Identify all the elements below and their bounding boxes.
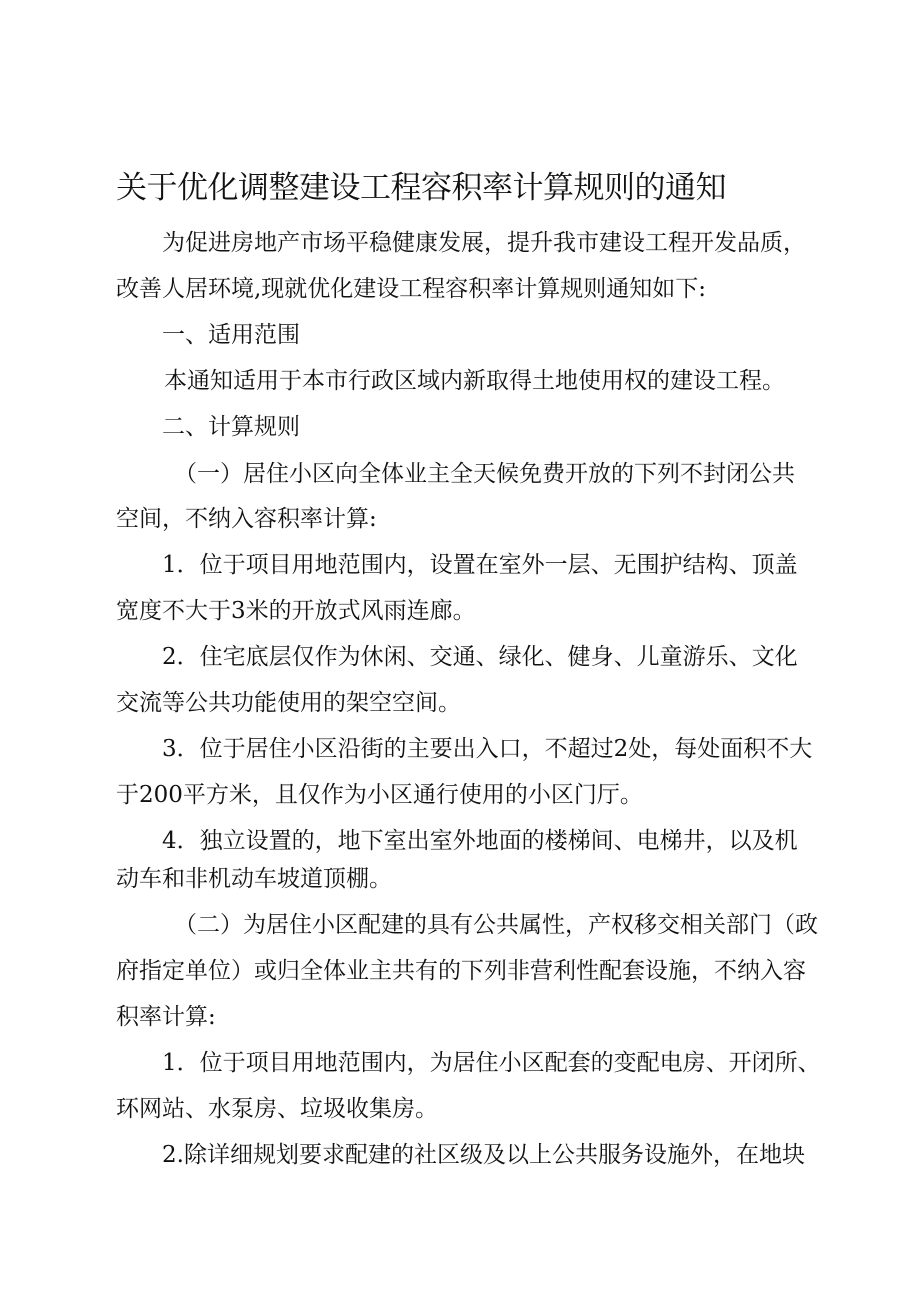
part-1-intro-line-2: 空间，不纳入容积率计算: — [116, 506, 377, 532]
part-1-item-1-line-1: 1．位于项目用地范围内，设置在室外一层、无围护结构、顶盖 — [162, 552, 798, 578]
part-1-intro-line-1: （一）居住小区向全体业主全天候免费开放的下列不封闭公共 — [174, 461, 795, 487]
part-1-item-1-line-2: 宽度不大于3米的开放式风雨连廊。 — [116, 598, 476, 624]
part-2-intro-line-1: （二）为居住小区配建的具有公共属性，产权移交相关部门（政 — [174, 912, 818, 938]
part-1-item-3-line-1: 3．位于居住小区沿街的主要出入口，不超过2处，每处面积不大 — [162, 736, 813, 762]
part-1-item-4-line-2: 动车和非机动车坡道顶棚。 — [116, 866, 392, 892]
part-2-intro-line-3: 积率计算: — [116, 1004, 216, 1030]
part-2-intro-line-2: 府指定单位）或归全体业主共有的下列非营利性配套设施，不纳入容 — [116, 958, 806, 984]
part-1-item-2-line-1: 2．住宅底层仅作为休闲、交通、绿化、健身、儿童游乐、文化 — [162, 644, 798, 670]
section-2-heading: 二、计算规则 — [162, 414, 300, 440]
document-title: 关于优化调整建设工程容积率计算规则的通知 — [116, 170, 726, 206]
part-1-item-2-line-2: 交流等公共功能使用的架空空间。 — [116, 690, 461, 716]
intro-line-1: 为促进房地产市场平稳健康发展，提升我市建设工程开发品质， — [162, 230, 806, 256]
part-1-item-4-line-1: 4．独立设置的，地下室出室外地面的楼梯间、电梯井，以及机 — [162, 828, 798, 854]
part-2-item-1-line-2: 环网站、水泵房、垃圾收集房。 — [116, 1096, 438, 1122]
part-1-item-3-line-2: 于200平方米，且仅作为小区通行使用的小区门厅。 — [116, 782, 643, 808]
part-2-item-1-line-1: 1．位于项目用地范围内，为居住小区配套的变配电房、开闭所、 — [162, 1050, 821, 1076]
part-2-item-2-line-1: 2.除详细规划要求配建的社区级及以上公共服务设施外，在地块 — [162, 1142, 805, 1168]
intro-line-2: 改善人居环境,现就优化建设工程容积率计算规则通知如下: — [116, 276, 707, 302]
section-1-text: 本通知适用于本市行政区域内新取得土地使用权的建设工程。 — [164, 368, 785, 394]
section-1-heading: 一、适用范围 — [162, 322, 300, 348]
